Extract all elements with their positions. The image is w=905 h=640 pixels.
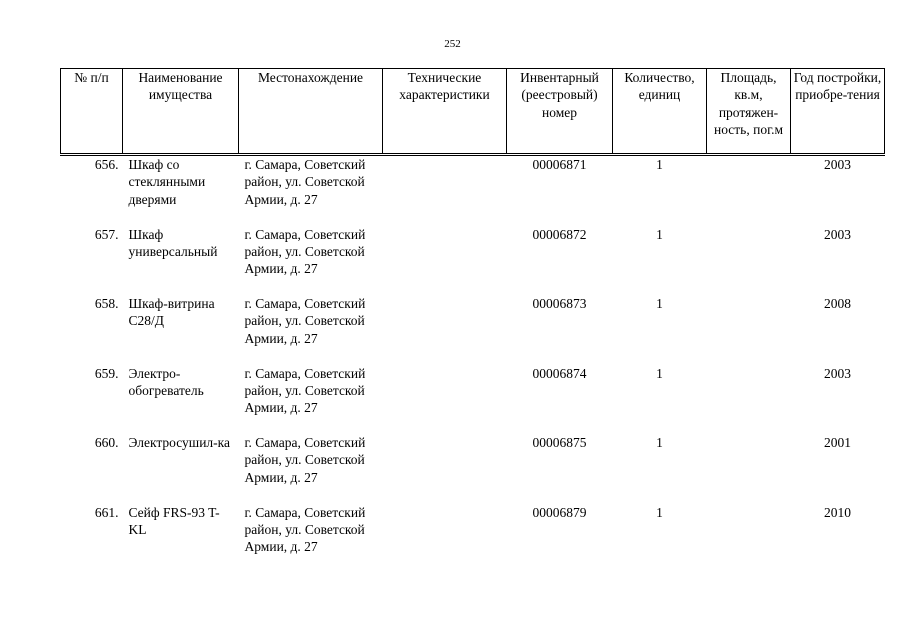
cell-name: Шкаф универсальный (128, 226, 218, 259)
cell-area (707, 295, 791, 365)
cell-num: 661. (94, 504, 119, 520)
cell-name: Электросушил-ка (128, 435, 231, 450)
cell-name: Шкаф-витрина С28/Д (128, 296, 215, 329)
property-table (60, 68, 885, 573)
cell-inv: 00006871 (532, 157, 587, 172)
header-inv: Инвентарный (реестровый) номер (507, 69, 613, 155)
header-row (61, 69, 885, 155)
cell-qty: 1 (656, 365, 663, 381)
cell-year: 2010 (824, 504, 851, 520)
cell-year: 2001 (824, 435, 851, 450)
cell-inv: 00006879 (532, 504, 587, 520)
cell-qty: 1 (656, 435, 663, 450)
cell-location: г. Самара, Советский район, ул. Советской Армии, д. 27 (244, 365, 366, 416)
cell-inv: 00006875 (532, 435, 587, 450)
header-qty: Количество, единиц (613, 69, 707, 155)
cell-name: Шкаф со стеклянными дверями (128, 157, 206, 207)
cell-location: г. Самара, Советский район, ул. Советской Армии, д. 27 (244, 296, 366, 346)
cell-tech (383, 504, 507, 574)
cell-area (707, 155, 791, 226)
cell-area (707, 434, 791, 504)
cell-num: 659. (94, 365, 119, 381)
table-row (61, 155, 885, 226)
cell-location: г. Самара, Советский район, ул. Советской Армии, д. 27 (244, 435, 366, 485)
cell-qty: 1 (656, 296, 663, 311)
cell-qty: 1 (656, 226, 663, 242)
cell-tech (383, 226, 507, 296)
cell-tech (383, 434, 507, 504)
cell-inv: 00006873 (532, 296, 587, 311)
cell-inv: 00006874 (532, 365, 587, 381)
cell-location: г. Самара, Советский район, ул. Советской Армии, д. 27 (244, 226, 366, 277)
cell-year: 2003 (824, 365, 851, 381)
cell-year: 2003 (824, 226, 851, 242)
table-row (61, 434, 885, 504)
cell-num: 656. (94, 157, 119, 172)
header-area: Площадь, кв.м, протяжен-ность, пог.м (707, 69, 791, 155)
cell-area (707, 365, 791, 435)
table-row (61, 226, 885, 296)
cell-num: 657. (94, 226, 119, 242)
cell-tech (383, 295, 507, 365)
cell-qty: 1 (656, 157, 663, 172)
header-name: Наименование имущества (123, 69, 239, 155)
header-num: № п/п (61, 69, 123, 155)
header-year: Год постройки, приобре-тения (791, 69, 885, 155)
cell-num: 658. (94, 296, 119, 311)
cell-num: 660. (94, 435, 119, 450)
cell-area (707, 504, 791, 574)
table-row (61, 504, 885, 574)
cell-year: 2008 (824, 296, 851, 311)
cell-name: Сейф FRS-93 T-KL (128, 504, 220, 537)
header-location: Местонахождение (239, 69, 383, 155)
cell-location: г. Самара, Советский район, ул. Советской Армии, д. 27 (244, 157, 366, 207)
page-number: 252 (444, 38, 461, 50)
cell-tech (383, 155, 507, 226)
cell-name: Электро-обогреватель (128, 365, 204, 398)
header-tech: Технические характеристики (383, 69, 507, 155)
cell-location: г. Самара, Советский район, ул. Советской Армии, д. 27 (244, 504, 366, 555)
cell-tech (383, 365, 507, 435)
table-row (61, 295, 885, 365)
cell-qty: 1 (656, 504, 663, 520)
cell-area (707, 226, 791, 296)
table-row (61, 365, 885, 435)
cell-inv: 00006872 (532, 226, 587, 242)
cell-year: 2003 (824, 157, 851, 172)
